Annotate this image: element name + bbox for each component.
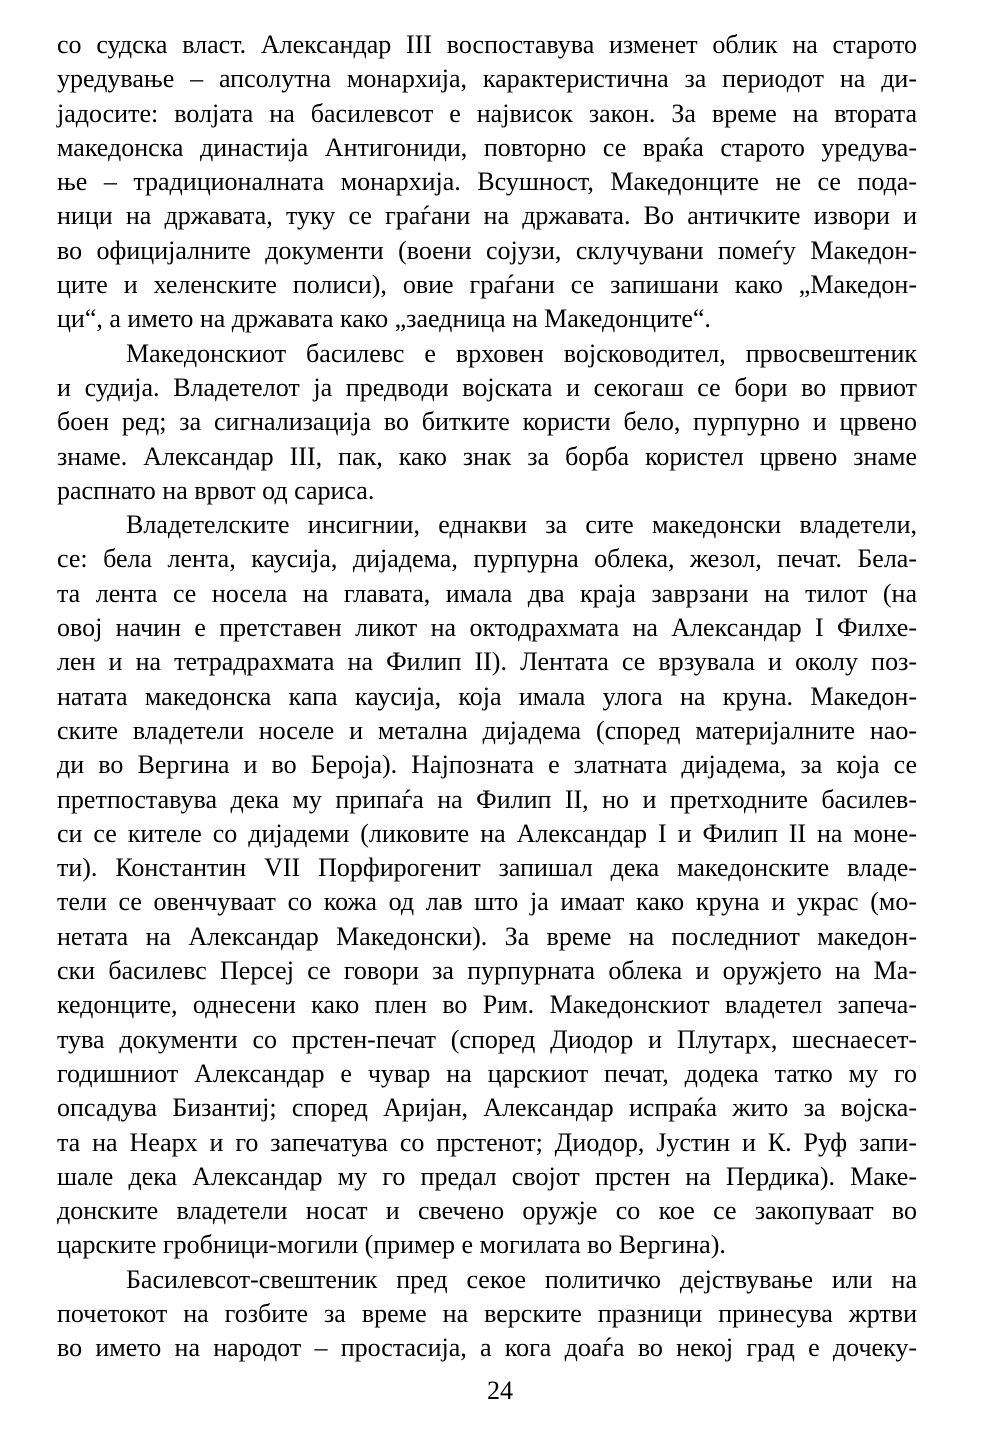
text-line: претпоставува дека му припаѓа на Филип II, но и претходните басилев- — [57, 784, 917, 814]
text-line: си се кителе со дијадеми (ликовите на Александар I и Филип II на моне- — [57, 818, 917, 848]
text-line: почетокот на гозбите за време на верските празници принесува жртви — [57, 1298, 917, 1328]
text-line: та на Неарх и го запечатува со прстенот; Диодор, Јустин и К. Руф запи- — [57, 1127, 917, 1157]
text-line: та лента се носела на главата, имала два краја заврзани на тилот (на — [57, 578, 917, 608]
text-line: Владетелските инсигнии, еднакви за сите македонски владетели, — [126, 510, 917, 540]
text-line: лен и на тетрадрахмата на Филип II). Лентата се врзувала и околу поз- — [57, 647, 917, 677]
text-line: царските гробници-могили (пример е могилата во Вергина). — [57, 1230, 726, 1260]
paragraph-4 — [57, 1263, 917, 1366]
text-line: ти). Константин VII Порфирогенит запишал дека македонските владе- — [57, 853, 917, 883]
text-line: со судска власт. Александар III воспоставува изменет облик на старото — [57, 30, 917, 59]
text-line: и судија. Владетелот ја предводи војската и секогаш се бори во првиот — [57, 372, 917, 402]
text-line: Басилевсот-свештеник пред секое политичко дејствување или на — [126, 1264, 917, 1294]
text-line: ње – традиционалната монархија. Всушност, Македонците не се пода- — [57, 167, 917, 197]
text-line: опсадува Бизантиј; според Аријан, Александар испраќа жито за војска- — [57, 1093, 917, 1123]
text-line: ди во Вергина и во Бероја). Најпозната е златната дијадема, за која се — [57, 750, 917, 780]
paragraph-3 — [57, 508, 917, 1263]
text-line: годишниот Александар е чувар на царскиот печат, додека татко му го — [57, 1058, 917, 1088]
text-line: јадосите: волјата на басилевсот е највисок закон. За време на втората — [57, 98, 917, 128]
text-line: овој начин е претставен ликот на октодрахмата на Александар I Филхе- — [57, 613, 917, 643]
text-line: ските владетели носеле и метална дијадема (според материјалните нао- — [57, 715, 917, 745]
text-line: нетата на Александар Македонски). За време на последниот македон- — [57, 921, 917, 951]
text-line: ници на државата, туку се граѓани на државата. Во античките извори и — [57, 201, 917, 231]
text-line: тели се овенчуваат со кожа од лав што ја имаат како круна и украс (мо- — [57, 887, 917, 917]
text-line: македонска династија Антигониди, повторно се враќа старото уредува- — [57, 132, 917, 162]
text-line: распнато на врвот од сариса. — [57, 475, 375, 505]
text-line: донските владетели носат и свечено оружје со кое се закопуваат во — [57, 1196, 917, 1226]
text-line: знаме. Александар III, пак, како знак за борба користел црвено знаме — [57, 441, 917, 471]
text-line: уредување – апсолутна монархија, карактеристична за периодот на ди- — [57, 64, 917, 94]
text-line: тува документи со прстен-печат (според Диодор и Плутарх, шеснаесет- — [57, 1024, 917, 1054]
text-line: ците и хеленските полиси), овие граѓани се запишани како „Македон- — [57, 270, 917, 300]
text-line: натата македонска капа каусија, која имала улога на круна. Македон- — [57, 681, 917, 711]
text-line: Македонскиот басилевс е врховен војсководител, првосвештеник — [126, 338, 917, 368]
text-line: кедонците, однесени како плен во Рим. Македонскиот владетел запеча- — [57, 990, 917, 1020]
page-number: 24 — [487, 1376, 513, 1405]
paragraph-1 — [57, 28, 917, 337]
text-line: боен ред; за сигнализација во битките користи бело, пурпурно и црвено — [57, 407, 917, 437]
paragraph-2 — [57, 337, 917, 508]
text-line: се: бела лента, каусија, дијадема, пурпурна облека, жезол, печат. Бела- — [57, 544, 917, 574]
text-line: во името на народот – простасија, а кога доаѓа во некој град е дочеку- — [57, 1333, 917, 1363]
text-line: ци“, а името на државата како „заедница на Македонците“. — [57, 304, 711, 334]
page-body — [57, 28, 917, 1366]
text-line: ски басилевс Персеј се говори за пурпурната облека и оружјето на Ма- — [57, 956, 917, 986]
text-line: во официјалните документи (воени сојузи, склучувани помеѓу Македон- — [57, 235, 917, 265]
text-line: шале дека Александар му го предал својот прстен на Пердика). Маке- — [57, 1161, 917, 1191]
